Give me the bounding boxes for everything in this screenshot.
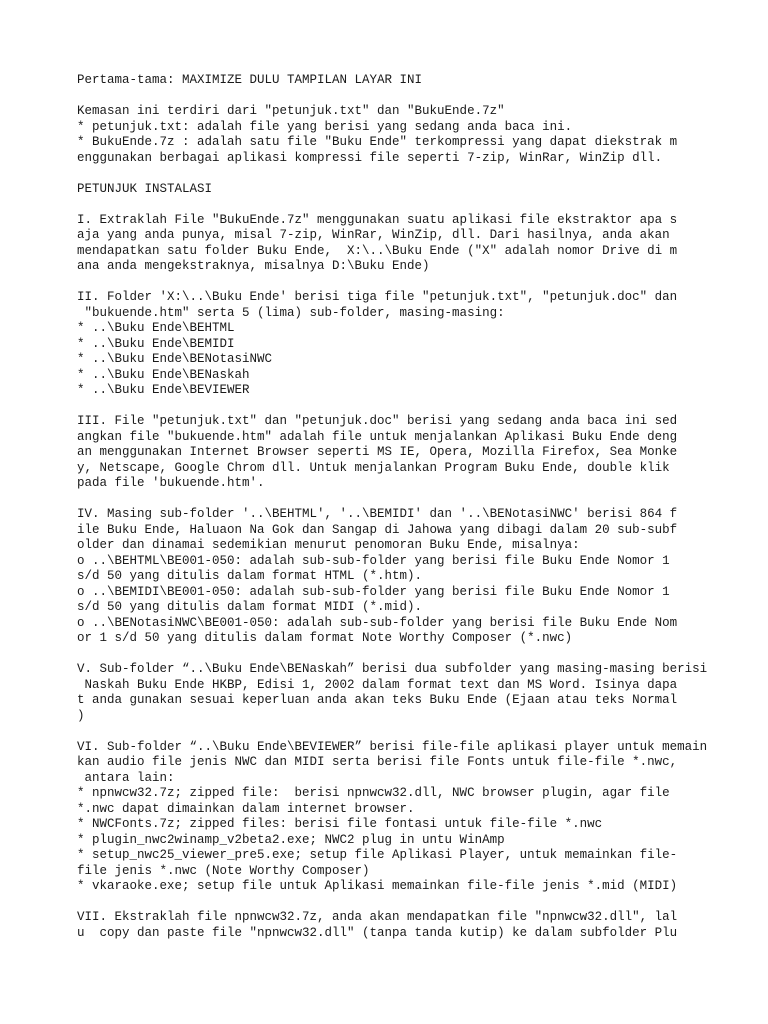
- text-line: * plugin_nwc2winamp_v2beta2.exe; NWC2 plug in untu WinAmp: [77, 832, 505, 847]
- text-line: * ..\Buku Ende\BENotasiNWC: [77, 352, 273, 366]
- text-line: * ..\Buku Ende\BENaskah: [77, 367, 250, 382]
- text-line: ile Buku Ende, Haluaon Na Gok dan Sangap di Jahowa yang dibagi dalam 20 sub-subf: [77, 522, 678, 537]
- text-line: s/d 50 yang ditulis dalam format MIDI (*.mid).: [77, 600, 423, 614]
- text-line: * setup_nwc25_viewer_pre5.exe; setup file Aplikasi Player, untuk memainkan file-: [77, 848, 678, 862]
- text-line: file jenis *.nwc (Note Worthy Composer): [77, 863, 370, 878]
- text-line: an menggunakan Internet Browser seperti MS IE, Opera, Mozilla Firefox, Sea Monke: [77, 445, 678, 459]
- text-line: u copy dan paste file "npnwcw32.dll" (tanpa tanda kutip) ke dalam subfolder Plu: [77, 925, 678, 940]
- text-line: kan audio file jenis NWC dan MIDI serta berisi file Fonts untuk file-file *.nwc,: [77, 755, 678, 769]
- text-line: enggunakan berbagai aplikasi kompressi file seperti 7-zip, WinRar, WinZip dll.: [77, 150, 663, 165]
- document-paragraph: [77, 104, 757, 166]
- text-line: * ..\Buku Ende\BEVIEWER: [77, 383, 250, 397]
- text-line: ): [77, 708, 85, 723]
- text-line: I. Extraklah File "BukuEnde.7z" menggunakan suatu aplikasi file ekstraktor apa s: [77, 212, 678, 227]
- text-line: y, Netscape, Google Chrom dll. Untuk menjalankan Program Buku Ende, double klik: [77, 460, 670, 475]
- text-line: * NWCFonts.7z; zipped files: berisi file fontasi untuk file-file *.nwc: [77, 817, 603, 831]
- text-line: ana anda mengekstraknya, misalnya D:\Buku Ende): [77, 259, 430, 273]
- text-line: III. File "petunjuk.txt" dan "petunjuk.doc" berisi yang sedang anda baca ini sed: [77, 414, 678, 428]
- text-line: * petunjuk.txt: adalah file yang berisi yang sedang anda baca ini.: [77, 119, 573, 134]
- document-paragraph: [77, 73, 757, 89]
- text-line: * BukuEnde.7z : adalah satu file "Buku Ende" terkompressi yang dapat diekstrak m: [77, 135, 678, 149]
- text-line: Naskah Buku Ende HKBP, Edisi 1, 2002 dalam format text dan MS Word. Isinya dapa: [77, 677, 678, 692]
- text-line: IV. Masing sub-folder '..\BEHTML', '..\BEMIDI' dan '..\BENotasiNWC' berisi 864 f: [77, 507, 678, 521]
- document-paragraph: [77, 290, 757, 399]
- text-line: Pertama-tama: MAXIMIZE DULU TAMPILAN LAYAR INI: [77, 73, 423, 87]
- document-body: [77, 73, 757, 957]
- document-paragraph: [77, 507, 757, 647]
- document-paragraph: [77, 910, 757, 941]
- text-line: VII. Ekstraklah file npnwcw32.7z, anda akan mendapatkan file "npnwcw32.dll", lal: [77, 910, 678, 924]
- text-line: V. Sub-folder “..\Buku Ende\BENaskah” berisi dua subfolder yang masing-masing berisi: [77, 662, 708, 676]
- text-line: pada file 'bukuende.htm'.: [77, 476, 265, 490]
- text-line: aja yang anda punya, misal 7-zip, WinRar, WinZip, dll. Dari hasilnya, anda akan: [77, 228, 670, 242]
- text-line: * ..\Buku Ende\BEHTML: [77, 321, 235, 335]
- text-line: PETUNJUK INSTALASI: [77, 181, 213, 196]
- text-line: or 1 s/d 50 yang ditulis dalam format Note Worthy Composer (*.nwc): [77, 631, 573, 645]
- text-line: angkan file "bukuende.htm" adalah file untuk menjalankan Aplikasi Buku Ende deng: [77, 429, 678, 444]
- text-line: o ..\BEMIDI\BE001-050: adalah sub-sub-folder yang berisi file Buku Ende Nomor 1: [77, 584, 670, 599]
- text-line: older dan dinamai sedemikian menurut penomoran Buku Ende, misalnya:: [77, 538, 580, 552]
- document-paragraph: [77, 740, 757, 895]
- document-paragraph: [77, 662, 757, 724]
- text-line: o ..\BEHTML\BE001-050: adalah sub-sub-folder yang berisi file Buku Ende Nomor 1: [77, 553, 670, 568]
- text-line: II. Folder 'X:\..\Buku Ende' berisi tiga file "petunjuk.txt", "petunjuk.doc" dan: [77, 290, 678, 304]
- text-line: VI. Sub-folder “..\Buku Ende\BEVIEWER” berisi file-file aplikasi player untuk memain: [77, 739, 708, 754]
- document-paragraph: [77, 414, 757, 492]
- document-paragraph: [77, 213, 757, 275]
- text-line: o ..\BENotasiNWC\BE001-050: adalah sub-sub-folder yang berisi file Buku Ende Nom: [77, 615, 678, 630]
- document-paragraph: [77, 182, 757, 198]
- text-line: * npnwcw32.7z; zipped file: berisi npnwcw32.dll, NWC browser plugin, agar file: [77, 786, 670, 800]
- text-line: * ..\Buku Ende\BEMIDI: [77, 336, 235, 351]
- text-line: * vkaraoke.exe; setup file untuk Aplikasi memainkan file-file jenis *.mid (MIDI): [77, 879, 678, 893]
- text-line: *.nwc dapat dimainkan dalam internet browser.: [77, 801, 415, 816]
- text-line: Kemasan ini terdiri dari "petunjuk.txt" dan "BukuEnde.7z": [77, 104, 505, 118]
- text-line: mendapatkan satu folder Buku Ende, X:\..\Buku Ende ("X" adalah nomor Drive di m: [77, 243, 678, 258]
- text-line: s/d 50 yang ditulis dalam format HTML (*.htm).: [77, 569, 423, 583]
- text-line: t anda gunakan sesuai keperluan anda akan teks Buku Ende (Ejaan atau teks Normal: [77, 693, 678, 707]
- text-line: antara lain:: [77, 770, 175, 785]
- text-line: "bukuende.htm" serta 5 (lima) sub-folder, masing-masing:: [77, 305, 505, 320]
